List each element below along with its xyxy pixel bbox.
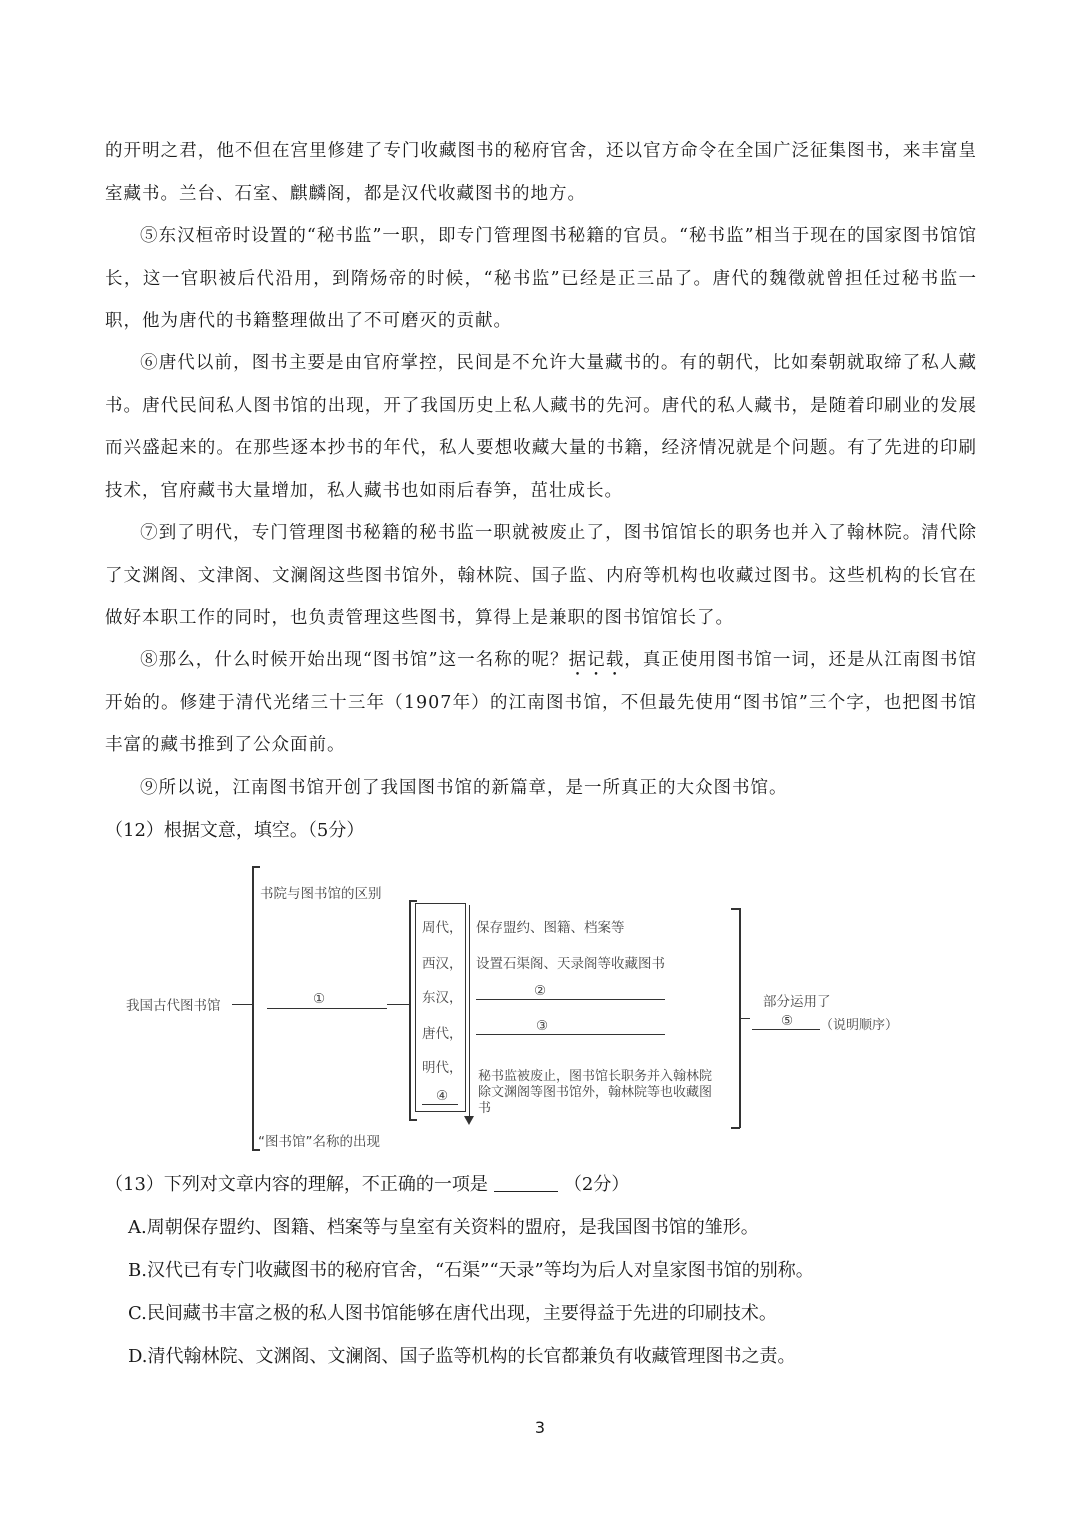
paragraph-6-text: ⑥唐代以前，图书主要是由官府掌控，民间是不允许大量藏书的。有的朝代，比如秦朝就取缔了私人藏书。唐代民间私人图书馆的出现，开了我国历史上私人藏书的先河。唐代的私人藏书，是随着印刷业的发展而兴盛起来的。在那些逐本抄书的年代，私人要想收藏大量的书籍，经济情况就是个问题。有了先进的印刷技术，官府藏书大量增加，私人藏书也如雨后春笋，茁壮成长。	[105, 353, 977, 501]
question-13-stem: （13）下列对文章内容的理解，不正确的一项是	[105, 1174, 488, 1195]
question-13	[105, 1170, 985, 1200]
diagram-root-label: 我国古代图书馆	[126, 998, 221, 1014]
diagram-bottom-label: “图书馆”名称的出现	[258, 1134, 380, 1150]
paragraph-6	[105, 342, 977, 512]
desc-ming-line-3: 书	[478, 1101, 492, 1116]
desc-ming-line-2: 除文渊阁等图书馆外，翰林院等也收藏图	[478, 1085, 713, 1100]
question-12: （12）根据文意，填空。（5分）	[105, 820, 365, 841]
blank-2-number: ②	[534, 983, 547, 999]
answer-blank[interactable]	[494, 1173, 558, 1192]
inner-bracket	[409, 900, 411, 1120]
right-label: 部分运用了	[763, 994, 831, 1010]
arrow-head-icon	[464, 1116, 474, 1125]
blank-5-number: ⑤	[781, 1013, 794, 1029]
desc-zhou: 保存盟约、图籍、档案等	[476, 920, 625, 936]
blank-2-line	[476, 999, 665, 1000]
era-donghan: 东汉，	[422, 990, 463, 1006]
era-tang: 唐代，	[422, 1026, 463, 1042]
paragraph-5	[105, 215, 977, 343]
paragraph-8	[105, 639, 977, 767]
era-zhou: 周代，	[422, 920, 463, 936]
timeline-arrow	[469, 905, 470, 1120]
desc-ming	[478, 1069, 712, 1117]
right-suffix: （说明顺序）	[820, 1018, 899, 1033]
question-13-score: （2分）	[563, 1174, 630, 1195]
middle-connector	[387, 1004, 409, 1005]
blank-3-number: ③	[536, 1018, 549, 1034]
inner-bracket-bottom	[409, 1119, 417, 1121]
paragraph-8-text-a: ⑧那么，什么时候开始出现“图书馆”这一名称的呢？	[140, 650, 569, 670]
desc-xihan: 设置石渠阁、天录阁等收藏图书	[476, 956, 665, 972]
paragraph-continued: 的开明之君，他不但在宫里修建了专门收藏图书的秘府官舍，还以官方命令在全国广泛征集图书，来丰富皇室藏书。兰台、石室、麒麟阁，都是汉代收藏图书的地方。	[105, 141, 977, 204]
right-connector	[740, 1018, 750, 1019]
blank-1-number: ①	[313, 991, 326, 1007]
right-bracket-bottom	[731, 1127, 740, 1129]
diagram-top-label: 书院与图书馆的区别	[260, 886, 382, 902]
left-bracket	[252, 866, 254, 1150]
root-connector	[232, 1004, 252, 1005]
right-bracket-top	[731, 908, 740, 910]
era-xihan: 西汉，	[422, 956, 463, 972]
page-number: 3	[534, 1418, 546, 1437]
blank-3-line	[476, 1034, 665, 1035]
paragraph-5-text: ⑤东汉桓帝时设置的“秘书监”一职，即专门管理图书秘籍的官员。“秘书监”相当于现在的国家图书馆馆长，这一官职被后代沿用，到隋炀帝的时候，“秘书监”已经是正三品了。唐代的魏徵就曾担任过秘书监一职，他为唐代的书籍整理做出了不可磨灭的贡献。	[105, 226, 977, 331]
option-b: B.汉代已有专门收藏图书的秘府官舍，“石渠”“天录”等均为后人对皇家图书馆的别称。	[128, 1260, 814, 1281]
desc-ming-line-1: 秘书监被废止，图书馆长职务并入翰林院	[478, 1069, 713, 1084]
option-c: C.民间藏书丰富之极的私人图书馆能够在唐代出现，主要得益于先进的印刷技术。	[128, 1303, 777, 1324]
blank-4-number: ④	[436, 1088, 449, 1104]
paragraph-7	[105, 512, 977, 640]
paragraph-9-text: ⑨所以说，江南图书馆开创了我国图书馆的新篇章，是一所真正的大众图书馆。	[140, 778, 788, 798]
paragraph-9	[105, 767, 977, 810]
option-d: D.清代翰林院、文渊阁、文澜阁、国子监等机构的长官都兼负有收藏管理图书之责。	[128, 1346, 796, 1367]
blank-4-line	[422, 1104, 458, 1105]
inner-bracket-top	[409, 900, 417, 902]
option-a: A.周朝保存盟约、图籍、档案等与皇室有关资料的盟府，是我国图书馆的雏形。	[128, 1217, 759, 1238]
emphasized-phrase: 据记载	[568, 650, 625, 670]
paragraph-8-text-b: ，真正使用图书馆一词，还是从江南图书馆开始的。修建于清代光绪三十三年（1907年）的江南图书馆，不但最先使用“图书馆”三个字，也把图书馆丰富的藏书推到了公众面前。	[105, 650, 977, 755]
blank-5-line	[752, 1029, 820, 1030]
left-bracket-top	[252, 866, 260, 868]
paragraph-7-text: ⑦到了明代，专门管理图书秘籍的秘书监一职就被废止了，图书馆馆长的职务也并入了翰林院。清代除了文渊阁、文津阁、文澜阁这些图书馆外，翰林院、国子监、内府等机构也收藏过图书。这些机构的长官在做好本职工作的同时，也负责管理这些图书，算得上是兼职的图书馆馆长了。	[105, 523, 977, 628]
blank-1-line	[267, 1008, 387, 1009]
era-ming: 明代，	[422, 1060, 463, 1076]
